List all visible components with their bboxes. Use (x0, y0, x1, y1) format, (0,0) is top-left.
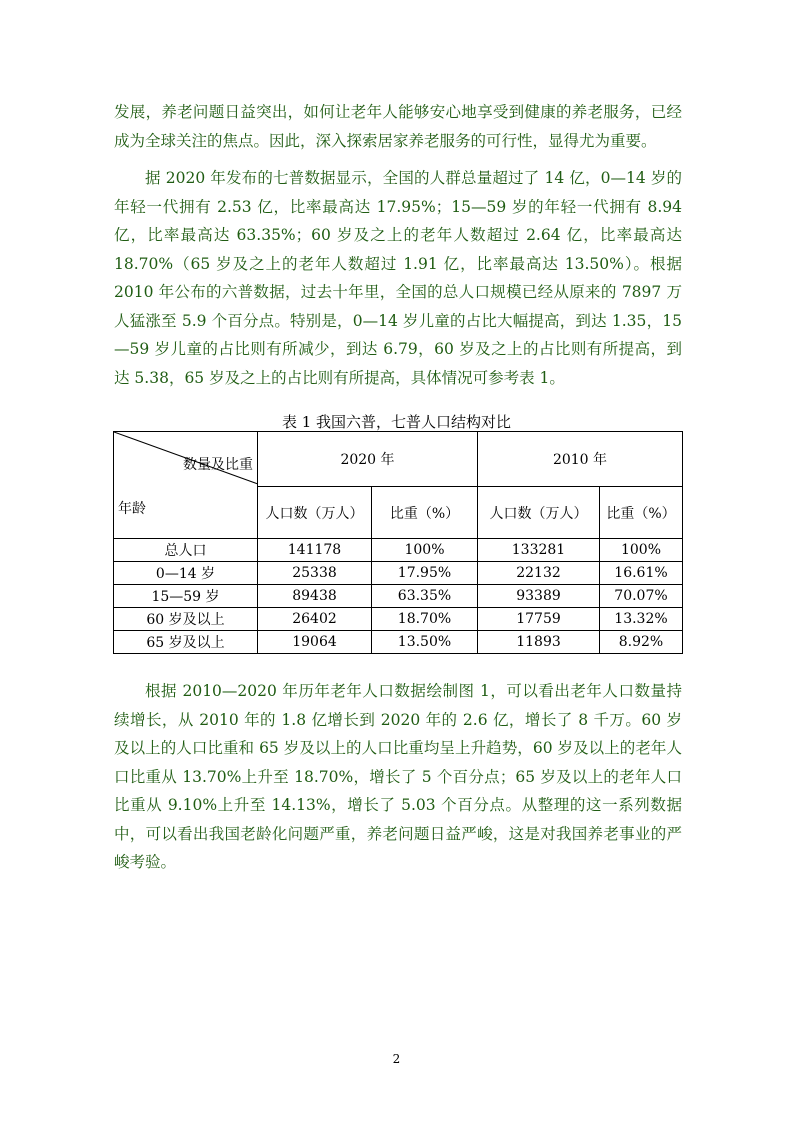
cell-pop-2010: 11893 (478, 631, 600, 654)
table-row (114, 608, 683, 631)
table-row (114, 562, 683, 585)
cell-ratio-2010: 100% (600, 539, 683, 562)
cell-pop-2010: 17759 (478, 608, 600, 631)
cell-ratio-2010: 8.92% (600, 631, 683, 654)
paragraph-intro: 发展，养老问题日益突出，如何让老年人能够安心地享受到健康的养老服务，已经成为全球关注的焦点。因此，深入探索居家养老服务的可行性，显得尤为重要。 (114, 103, 682, 150)
cell-ratio-2020: 18.70% (372, 608, 478, 631)
header-ratio-2010: 比重（%） (600, 487, 683, 539)
cell-pop-2020: 89438 (258, 585, 372, 608)
cell-pop-2010: 22132 (478, 562, 600, 585)
cell-ratio-2020: 17.95% (372, 562, 478, 585)
cell-pop-2010: 93389 (478, 585, 600, 608)
table-caption: 表 1 我国六普，七普人口结构对比 (281, 413, 512, 431)
table-row (114, 585, 683, 608)
header-pop-2010: 人口数（万人） (478, 487, 600, 539)
cell-pop-2020: 19064 (258, 631, 372, 654)
header-year-2010: 2010 年 (478, 432, 683, 487)
paragraph-elderly-trend: 根据 2010—2020 年历年老年人口数据绘制图 1，可以看出老年人口数量持续增长，从 2010 年的 1.8 亿增长到 2020 年的 2.6 亿，增长了 8 千万。60 岁及以上的人口比重和 65 岁及以上的人口比重均呈上升趋势，60 岁及以上的老年人口比重从 13.70%上升至 18.70%，增长了 5 个百分点；65 岁及以上的老年人口比重从 9.10%上升至 14.13%，增长了 5.03 个百分点。从整理的这一系列数据中，可以看出我国老龄化问题严重，养老问题日益严峻，这是对我国养老事业的严峻考验。 (114, 682, 682, 871)
cell-ratio-2010: 13.32% (600, 608, 683, 631)
row-label: 15—59 岁 (114, 585, 258, 608)
table-corner-header (114, 432, 258, 539)
header-year-2020: 2020 年 (258, 432, 478, 487)
table-row (114, 539, 683, 562)
paragraph-census-data: 据 2020 年发布的七普数据显示，全国的人群总量超过了 14 亿，0—14 岁的年轻一代拥有 2.53 亿，比率最高达 17.95%；15—59 岁的年轻一代拥有 8.94 亿，比率最高达 63.35%；60 岁及之上的老年人数超过 2.64 亿，比率最高达 18.70%（65 岁及之上的老年人数超过 1.91 亿，比率最高达 13.50%）。根据 2010 年公布的六普数据，过去十年里，全国的总人口规模已经从原来的 7897 万人猛涨至 5.9 个百分点。特别是，0—14 岁儿童的占比大幅提高，到达 1.35，15—59 岁儿童的占比则有所减少，到达 6.79，60 岁及之上的占比则有所提高，到达 5.38，65 岁及之上的占比则有所提高，具体情况可参考表 1。 (114, 169, 682, 387)
header-pop-2020: 人口数（万人） (258, 487, 372, 539)
corner-label-quantity: 数量及比重 (183, 457, 253, 473)
cell-ratio-2020: 63.35% (372, 585, 478, 608)
table-row (114, 631, 683, 654)
cell-ratio-2020: 100% (372, 539, 478, 562)
diagonal-line (114, 432, 258, 537)
cell-pop-2020: 141178 (258, 539, 372, 562)
cell-ratio-2010: 70.07% (600, 585, 683, 608)
corner-label-age: 年龄 (118, 501, 146, 517)
page-number: 2 (392, 1052, 401, 1066)
row-label: 65 岁及以上 (114, 631, 258, 654)
header-ratio-2020: 比重（%） (372, 487, 478, 539)
cell-pop-2020: 26402 (258, 608, 372, 631)
cell-pop-2010: 133281 (478, 539, 600, 562)
cell-ratio-2020: 13.50% (372, 631, 478, 654)
row-label: 0—14 岁 (114, 562, 258, 585)
row-label: 60 岁及以上 (114, 608, 258, 631)
population-structure-table (113, 431, 683, 654)
cell-ratio-2010: 16.61% (600, 562, 683, 585)
cell-pop-2020: 25338 (258, 562, 372, 585)
row-label: 总人口 (114, 539, 258, 562)
